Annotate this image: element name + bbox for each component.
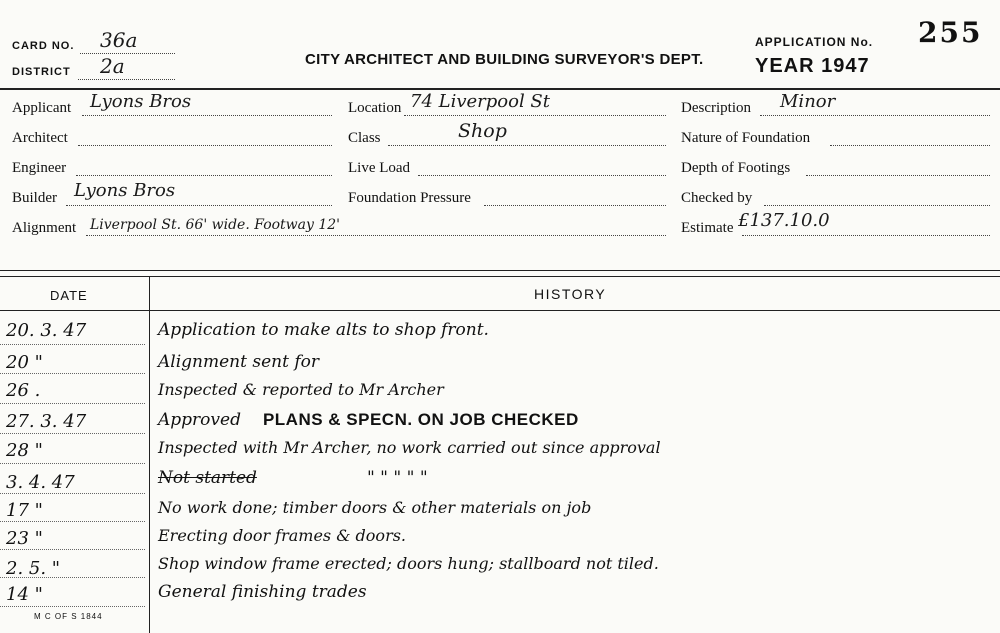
district-value: 2a (100, 54, 125, 78)
card-no-label: CARD NO. (12, 40, 75, 52)
engineer-label: Engineer (12, 160, 67, 176)
applicant-value: Lyons Bros (90, 91, 192, 112)
application-no-value: 255 (918, 16, 983, 49)
row-history: General finishing trades (158, 582, 367, 602)
architect-label: Architect (12, 130, 68, 146)
row-date: 17 " (6, 500, 43, 521)
depth-of-footings-line (806, 175, 990, 176)
row-line (0, 493, 145, 494)
builder-label: Builder (12, 190, 57, 206)
row-date: 20 " (6, 352, 43, 373)
class-value: Shop (458, 120, 507, 142)
applicant-line (82, 115, 332, 116)
history-header: HISTORY (534, 286, 607, 302)
live-load-line (418, 175, 666, 176)
estimate-line (742, 235, 990, 236)
architect-line (78, 145, 332, 146)
row-date: 27. 3. 47 (6, 411, 87, 432)
row-history (158, 410, 579, 430)
row-line (0, 373, 145, 374)
table-top-rule (0, 270, 1000, 271)
row-line (0, 403, 145, 404)
location-line (404, 115, 666, 116)
alignment-line (86, 235, 666, 236)
checked-stamp: PLANS & SPECN. ON JOB CHECKED (262, 410, 579, 429)
foundation-pressure-line (484, 205, 666, 206)
alignment-value: Liverpool St. 66' wide. Footway 12' (90, 217, 341, 233)
nature-of-foundation-label: Nature of Foundation (681, 130, 811, 146)
class-label: Class (348, 130, 381, 146)
district-line (78, 79, 175, 80)
description-value: Minor (780, 91, 836, 112)
nature-of-foundation-line (830, 145, 990, 146)
table-header-rule (0, 310, 1000, 311)
table-top-rule-2 (0, 276, 1000, 277)
row-date: 3. 4. 47 (6, 472, 75, 493)
estimate-value: £137.10.0 (738, 210, 830, 231)
location-value: 74 Liverpool St (410, 91, 551, 112)
row-history: No work done; timber doors & other materials on job (158, 498, 592, 517)
header-rule (0, 88, 1000, 90)
ditto-marks: " " " " " (366, 468, 428, 488)
row-history: Inspected & reported to Mr Archer (158, 380, 444, 399)
row-history: Erecting door frames & doors. (158, 526, 407, 545)
engineer-line (76, 175, 332, 176)
row-line (0, 606, 145, 607)
applicant-label: Applicant (12, 100, 72, 116)
application-no-label: APPLICATION No. (755, 35, 874, 49)
description-label: Description (681, 100, 751, 116)
row-line (0, 344, 145, 345)
card-no-line (80, 53, 175, 54)
row-line (0, 549, 145, 550)
builder-line (66, 205, 332, 206)
row-date: 23 " (6, 528, 43, 549)
district-label: DISTRICT (12, 66, 71, 78)
foundation-pressure-label: Foundation Pressure (348, 190, 471, 206)
estimate-label: Estimate (681, 220, 734, 236)
row-date: 2. 5. " (6, 558, 61, 579)
row-date: 26 . (6, 380, 41, 401)
row-history: Application to make alts to shop front. (158, 320, 489, 340)
builder-value: Lyons Bros (74, 180, 176, 201)
form-code: M C OF S 1844 (34, 612, 103, 621)
alignment-label: Alignment (12, 220, 77, 236)
row-date: 20. 3. 47 (6, 320, 87, 341)
checked-by-label: Checked by (681, 190, 753, 206)
depth-of-footings-label: Depth of Footings (681, 160, 791, 176)
class-line (388, 145, 666, 146)
card-no-value: 36a (100, 28, 138, 52)
row-date: 28 " (6, 440, 43, 461)
row-date: 14 " (6, 584, 43, 605)
row-history-text-struck: Not started (158, 468, 257, 488)
row-history: Shop window frame erected; doors hung; stallboard not tiled. (158, 554, 659, 573)
row-line (0, 463, 145, 464)
date-header: DATE (50, 288, 88, 303)
row-line (0, 521, 145, 522)
description-line (760, 115, 990, 116)
table-column-divider (149, 276, 150, 633)
location-label: Location (348, 100, 402, 116)
row-line (0, 433, 145, 434)
row-history: Alignment sent for (158, 352, 319, 372)
year-label: YEAR 1947 (755, 55, 870, 77)
checked-by-line (764, 205, 990, 206)
row-history-text: Approved (158, 410, 241, 430)
department-title: CITY ARCHITECT AND BUILDING SURVEYOR'S DEPT. (305, 51, 704, 68)
live-load-label: Live Load (348, 160, 411, 176)
row-history (158, 468, 428, 488)
row-history: Inspected with Mr Archer, no work carried out since approval (158, 438, 661, 457)
